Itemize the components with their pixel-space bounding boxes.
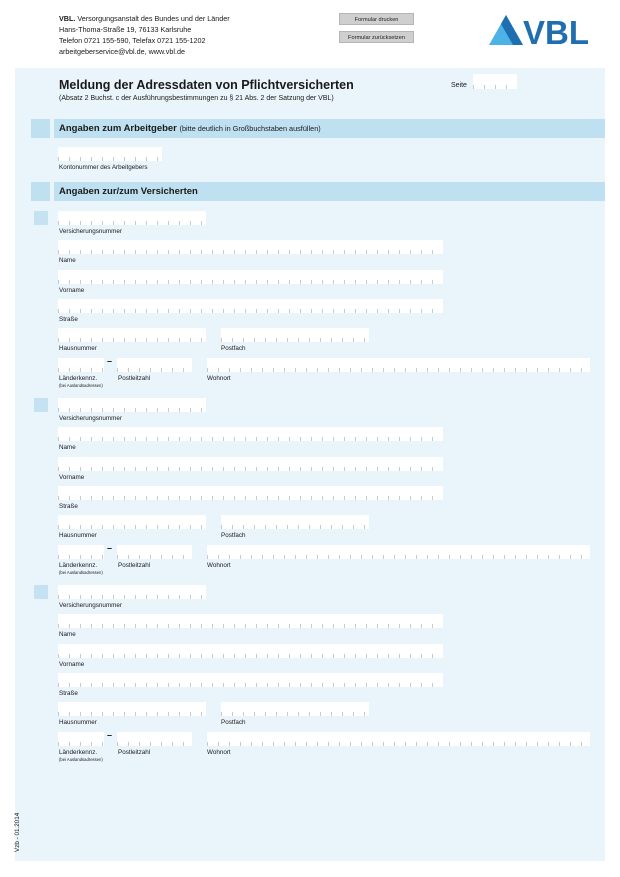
person-3-house-no-field[interactable] <box>58 702 206 716</box>
person-3-street-label: Straße <box>59 690 78 697</box>
employer-account-label: Kontonummer des Arbeitgebers <box>59 164 148 171</box>
person-3-country-code-label: Länderkennz. <box>59 749 98 756</box>
person-3-marker <box>34 585 48 599</box>
person-3-first-name-label: Vorname <box>59 661 85 668</box>
header-phone: Telefon 0721 155-590, Telefax 0721 155-1202 <box>59 36 206 45</box>
person-3-city-label: Wohnort <box>207 749 231 756</box>
org-short: VBL. <box>59 14 76 23</box>
person-1-country-code-label: Länderkennz. <box>59 375 98 382</box>
person-2-zip-label: Postleitzahl <box>118 562 151 569</box>
person-2-street-label: Straße <box>59 503 78 510</box>
person-2-first-name-label: Vorname <box>59 474 85 481</box>
person-2-first-name-field[interactable] <box>58 457 443 471</box>
print-form-button[interactable]: Formular drucken <box>339 13 414 25</box>
person-3-zip-label: Postleitzahl <box>118 749 151 756</box>
header-address: Hans-Thoma-Straße 19, 76133 Karlsruhe <box>59 25 192 34</box>
person-1-street-field[interactable] <box>58 299 443 313</box>
person-2-po-box-field[interactable] <box>221 515 369 529</box>
person-3-po-box-label: Postfach <box>221 719 246 726</box>
person-2-house-no-field[interactable] <box>58 515 206 529</box>
person-2-insurance-no-label: Versicherungsnummer <box>59 415 122 422</box>
person-1-insurance-no-field[interactable] <box>58 211 206 225</box>
person-2-insurance-no-field[interactable] <box>58 398 206 412</box>
person-1-first-name-field[interactable] <box>58 270 443 284</box>
insured-section-heading: Angaben zur/zum Versicherten <box>59 186 198 197</box>
person-1-city-field[interactable] <box>207 358 590 372</box>
person-3-first-name-field[interactable] <box>58 644 443 658</box>
form-title: Meldung der Adressdaten von Pflichtversicherten <box>59 78 354 92</box>
person-2-country-code-label: Länderkennz. <box>59 562 98 569</box>
person-3-name-field[interactable] <box>58 614 443 628</box>
person-3-zip-field[interactable] <box>117 732 192 746</box>
person-3-insurance-no-field[interactable] <box>58 585 206 599</box>
person-3-country-hint: (bei Auslandsadressen) <box>59 757 103 762</box>
person-3-po-box-field[interactable] <box>221 702 369 716</box>
person-2-zip-field[interactable] <box>117 545 192 559</box>
org-name: Versorgungsanstalt des Bundes und der Länder <box>77 14 230 23</box>
person-2-house-no-label: Hausnummer <box>59 532 97 539</box>
person-2-po-box-label: Postfach <box>221 532 246 539</box>
page-number-field[interactable] <box>473 74 517 89</box>
person-3-insurance-no-label: Versicherungsnummer <box>59 602 122 609</box>
person-3-street-field[interactable] <box>58 673 443 687</box>
section-marker-insured <box>31 182 50 201</box>
person-3-dash: – <box>107 730 113 740</box>
person-1-country-hint: (bei Auslandsadressen) <box>59 383 103 388</box>
person-1-marker <box>34 211 48 225</box>
person-2-street-field[interactable] <box>58 486 443 500</box>
employer-account-field[interactable] <box>58 147 162 161</box>
employer-heading-note: (bitte deutlich in Großbuchstaben ausfüllen) <box>179 124 321 133</box>
person-1-name-label: Name <box>59 257 76 264</box>
person-3-city-field[interactable] <box>207 732 590 746</box>
person-2-name-field[interactable] <box>58 427 443 441</box>
page-label: Seite <box>451 82 467 89</box>
person-2-name-label: Name <box>59 444 76 451</box>
person-2-country-hint: (bei Auslandsadressen) <box>59 570 103 575</box>
person-1-street-label: Straße <box>59 316 78 323</box>
person-3-country-code-field[interactable] <box>58 732 104 746</box>
header-org-line <box>59 14 230 24</box>
person-1-country-code-field[interactable] <box>58 358 104 372</box>
section-marker-employer <box>31 119 50 138</box>
person-1-insurance-no-label: Versicherungsnummer <box>59 228 122 235</box>
person-1-city-label: Wohnort <box>207 375 231 382</box>
person-1-dash: – <box>107 356 113 366</box>
person-1-po-box-field[interactable] <box>221 328 369 342</box>
person-3-name-label: Name <box>59 631 76 638</box>
person-2-city-field[interactable] <box>207 545 590 559</box>
person-1-house-no-label: Hausnummer <box>59 345 97 352</box>
employer-section-heading <box>59 119 321 138</box>
header-contact: arbeitgeberservice@vbl.de, www.vbl.de <box>59 47 185 56</box>
person-2-country-code-field[interactable] <box>58 545 104 559</box>
form-subtitle: (Absatz 2 Buchst. c der Ausführungsbestimmungen zu § 21 Abs. 2 der Satzung der VBL) <box>59 95 334 102</box>
person-2-city-label: Wohnort <box>207 562 231 569</box>
person-2-marker <box>34 398 48 412</box>
person-1-first-name-label: Vorname <box>59 287 85 294</box>
reset-form-button[interactable]: Formular zurücksetzen <box>339 31 414 43</box>
person-1-name-field[interactable] <box>58 240 443 254</box>
person-1-zip-label: Postleitzahl <box>118 375 151 382</box>
vbl-logo <box>489 13 607 47</box>
person-3-house-no-label: Hausnummer <box>59 719 97 726</box>
person-1-house-no-field[interactable] <box>58 328 206 342</box>
person-2-dash: – <box>107 543 113 553</box>
logo-text: VBL <box>523 14 589 47</box>
form-version-note: Vzb - 01.2014 <box>14 812 21 852</box>
person-1-zip-field[interactable] <box>117 358 192 372</box>
person-1-po-box-label: Postfach <box>221 345 246 352</box>
employer-heading-text: Angaben zum Arbeitgeber <box>59 123 177 134</box>
